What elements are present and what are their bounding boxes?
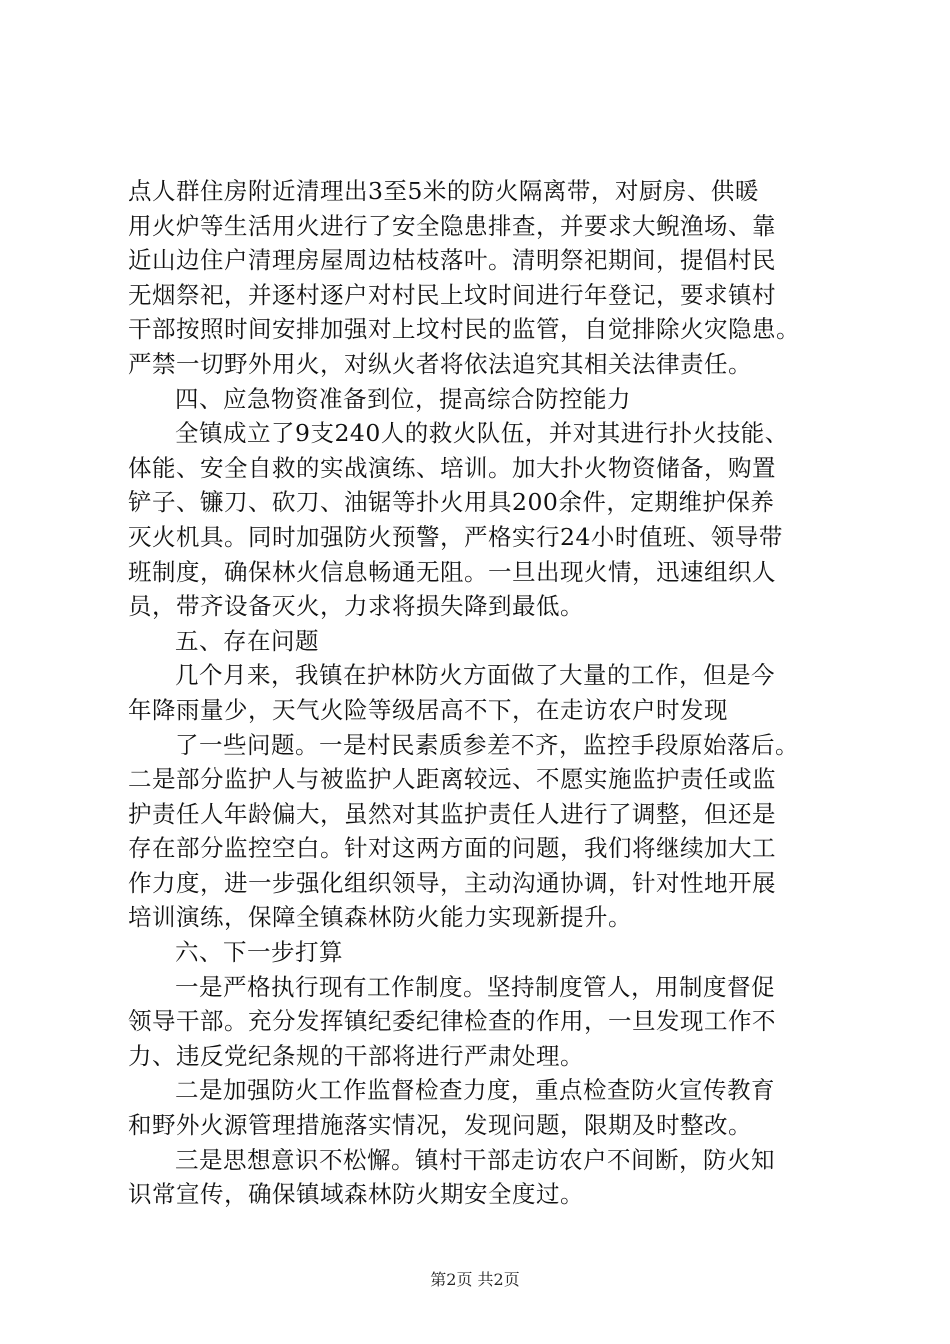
section-heading: 五、存在问题 [175, 626, 319, 655]
text-line: 班制度，确保林火信息畅通无阻。一旦出现火情，迅速组织人 [128, 557, 776, 586]
text-line: 铲子、镰刀、砍刀、油锯等扑火用具200余件，定期维护保养 [128, 488, 775, 517]
text-line: 培训演练，保障全镇森林防火能力实现新提升。 [128, 903, 632, 932]
text-line: 几个月来，我镇在护林防火方面做了大量的工作，但是今 [175, 661, 775, 690]
text-line: 二是加强防火工作监督检查力度，重点检查防火宣传教育 [175, 1076, 775, 1105]
text-line: 严禁一切野外用火，对纵火者将依法追究其相关法律责任。 [128, 349, 752, 378]
text-line: 二是部分监护人与被监护人距离较远、不愿实施监护责任或监 [128, 765, 776, 794]
text-line: 识常宣传，确保镇域森林防火期安全度过。 [128, 1180, 584, 1209]
text-line: 和野外火源管理措施落实情况，发现问题，限期及时整改。 [128, 1111, 752, 1140]
text-line: 了一些问题。一是村民素质参差不齐，监控手段原始落后。 [175, 730, 799, 759]
text-line: 三是思想意识不松懈。镇村干部走访农户不间断，防火知 [175, 1145, 775, 1174]
text-line: 存在部分监控空白。针对这两方面的问题，我们将继续加大工 [128, 834, 776, 863]
text-line: 近山边住户清理房屋周边枯枝落叶。清明祭祀期间，提倡村民 [128, 246, 776, 275]
text-line: 力、违反党纪条规的干部将进行严肃处理。 [128, 1041, 584, 1070]
text-line: 护责任人年龄偏大，虽然对其监护责任人进行了调整，但还是 [128, 799, 776, 828]
text-line: 一是严格执行现有工作制度。坚持制度管人，用制度督促 [175, 972, 775, 1001]
text-line: 点人群住房附近清理出3至5米的防火隔离带，对厨房、供暖 [128, 177, 759, 205]
text-line: 灭火机具。同时加强防火预警，严格实行24小时值班、领导带 [128, 522, 783, 551]
page-footer: 第2页 共2页 [430, 1270, 520, 1289]
text-line: 作力度，进一步强化组织领导，主动沟通协调，针对性地开展 [128, 868, 776, 897]
text-line: 体能、安全自救的实战演练、培训。加大扑火物资储备，购置 [128, 453, 776, 482]
section-heading: 六、下一步打算 [175, 938, 343, 967]
text-line: 员，带齐设备灭火，力求将损失降到最低。 [128, 592, 584, 621]
text-line: 干部按照时间安排加强对上坟村民的监管，自觉排除火灾隐患。 [128, 315, 800, 344]
section-heading: 四、应急物资准备到位，提高综合防控能力 [175, 384, 631, 413]
document-body [128, 174, 848, 1212]
text-line: 年降雨量少，天气火险等级居高不下，在走访农户时发现 [128, 695, 728, 724]
text-line: 用火炉等生活用火进行了安全隐患排查，并要求大鲵渔场、靠 [128, 211, 776, 240]
text-line: 无烟祭祀，并逐村逐户对村民上坟时间进行年登记，要求镇村 [128, 280, 776, 309]
text-line: 领导干部。充分发挥镇纪委纪律检查的作用，一旦发现工作不 [128, 1007, 776, 1036]
text-line: 全镇成立了9支240人的救火队伍，并对其进行扑火技能、 [175, 419, 789, 448]
